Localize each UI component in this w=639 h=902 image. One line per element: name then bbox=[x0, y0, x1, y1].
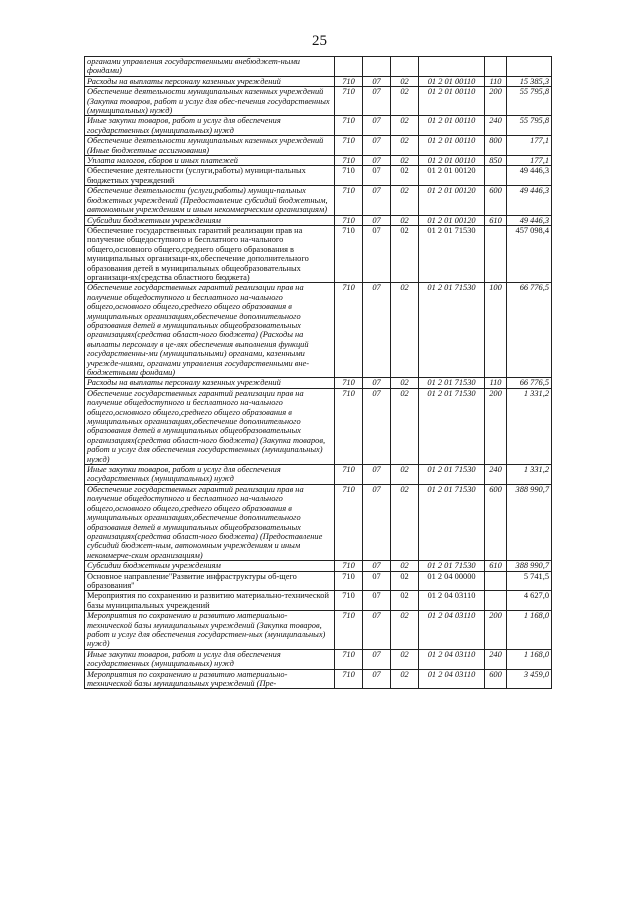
amount-cell: 1 331,2 bbox=[507, 388, 552, 464]
expense-type-cell: 610 bbox=[485, 215, 507, 225]
section-code-cell: 07 bbox=[363, 484, 391, 560]
amount-cell: 15 385,3 bbox=[507, 76, 552, 86]
section-code-cell: 07 bbox=[363, 611, 391, 650]
subsection-code-cell: 02 bbox=[391, 76, 419, 86]
expense-name-cell: Иные закупки товаров, работ и услуг для обеспечения государственных (муниципальных) нужд bbox=[85, 649, 335, 669]
grbs-code-cell: 710 bbox=[335, 388, 363, 464]
amount-cell bbox=[507, 57, 552, 77]
subsection-code-cell: 02 bbox=[391, 669, 419, 689]
grbs-code-cell bbox=[335, 57, 363, 77]
table-row bbox=[85, 465, 552, 485]
amount-cell: 177,1 bbox=[507, 136, 552, 156]
amount-cell: 5 741,5 bbox=[507, 571, 552, 591]
grbs-code-cell: 710 bbox=[335, 116, 363, 136]
target-article-cell: 01 2 01 71530 bbox=[419, 225, 485, 282]
table-row bbox=[85, 166, 552, 186]
subsection-code-cell: 02 bbox=[391, 186, 419, 215]
target-article-cell: 01 2 01 71530 bbox=[419, 283, 485, 378]
section-code-cell: 07 bbox=[363, 87, 391, 116]
grbs-code-cell: 710 bbox=[335, 87, 363, 116]
table-row bbox=[85, 649, 552, 669]
subsection-code-cell bbox=[391, 57, 419, 77]
target-article-cell: 01 2 01 00110 bbox=[419, 136, 485, 156]
grbs-code-cell: 710 bbox=[335, 76, 363, 86]
target-article-cell: 01 2 01 71530 bbox=[419, 561, 485, 571]
target-article-cell: 01 2 04 03110 bbox=[419, 611, 485, 650]
expense-name-cell: Расходы на выплаты персоналу казенных учреждений bbox=[85, 76, 335, 86]
subsection-code-cell: 02 bbox=[391, 215, 419, 225]
expense-type-cell: 610 bbox=[485, 561, 507, 571]
target-article-cell: 01 2 04 03110 bbox=[419, 649, 485, 669]
target-article-cell: 01 2 01 00110 bbox=[419, 76, 485, 86]
target-article-cell: 01 2 01 00110 bbox=[419, 156, 485, 166]
amount-cell: 55 795,8 bbox=[507, 116, 552, 136]
amount-cell: 388 990,7 bbox=[507, 484, 552, 560]
table-row bbox=[85, 669, 552, 689]
table-row bbox=[85, 561, 552, 571]
section-code-cell: 07 bbox=[363, 649, 391, 669]
section-code-cell: 07 bbox=[363, 116, 391, 136]
expense-type-cell: 100 bbox=[485, 283, 507, 378]
amount-cell: 1 168,0 bbox=[507, 649, 552, 669]
amount-cell: 66 776,5 bbox=[507, 283, 552, 378]
section-code-cell: 07 bbox=[363, 388, 391, 464]
subsection-code-cell: 02 bbox=[391, 465, 419, 485]
subsection-code-cell: 02 bbox=[391, 484, 419, 560]
target-article-cell: 01 2 01 00120 bbox=[419, 186, 485, 215]
subsection-code-cell: 02 bbox=[391, 561, 419, 571]
expense-name-cell: Обеспечение государственных гарантий реализации прав на получение общедоступного и бесплатного на-чального общего,основного общего,среднего общего образования в муниципальных организациях,обеспечение дополнительного образования детей в муниципальных общеобразовательных организациях(средства област-ного бюджета) (Закупка товаров, работ и услуг для обеспечения государственных (муниципальных) нужд) bbox=[85, 388, 335, 464]
expense-name-cell: Обеспечение деятельности (услуги,работы) муници-пальных бюджетных учреждений bbox=[85, 166, 335, 186]
expense-name-cell: Обеспечение деятельности муниципальных казенных учреждений (Иные бюджетные ассигнования) bbox=[85, 136, 335, 156]
table-row bbox=[85, 116, 552, 136]
expense-name-cell: Обеспечение государственных гарантий реализации прав на получение общедоступного и бесплатного на-чального общего,основного общего,среднего общего образования в муниципальных организациях,обеспечение дополнительного образования детей в муниципальных общеобразовательных организациях(средства област-ного бюджета) (Предоставление субсидий бюджет-ным, автономным учреждениям и иным некоммерче-ским организациям) bbox=[85, 484, 335, 560]
expense-name-cell: Субсидии бюджетным учреждениям bbox=[85, 561, 335, 571]
amount-cell: 1 168,0 bbox=[507, 611, 552, 650]
grbs-code-cell: 710 bbox=[335, 378, 363, 388]
subsection-code-cell: 02 bbox=[391, 591, 419, 611]
table-row bbox=[85, 76, 552, 86]
subsection-code-cell: 02 bbox=[391, 166, 419, 186]
grbs-code-cell: 710 bbox=[335, 591, 363, 611]
grbs-code-cell: 710 bbox=[335, 571, 363, 591]
expense-type-cell: 200 bbox=[485, 388, 507, 464]
grbs-code-cell: 710 bbox=[335, 283, 363, 378]
target-article-cell: 01 2 01 00110 bbox=[419, 87, 485, 116]
amount-cell: 66 776,5 bbox=[507, 378, 552, 388]
expense-name-cell: Иные закупки товаров, работ и услуг для обеспечения государственных (муниципальных) нужд bbox=[85, 116, 335, 136]
amount-cell: 49 446,3 bbox=[507, 215, 552, 225]
expense-type-cell: 240 bbox=[485, 116, 507, 136]
budget-table-body bbox=[85, 57, 552, 689]
section-code-cell: 07 bbox=[363, 76, 391, 86]
expense-type-cell: 800 bbox=[485, 136, 507, 156]
amount-cell: 457 098,4 bbox=[507, 225, 552, 282]
budget-table bbox=[84, 56, 552, 689]
grbs-code-cell: 710 bbox=[335, 561, 363, 571]
expense-name-cell: Мероприятия по сохранению и развитию материально-технической базы муниципальных учреждений (Закупка товаров, работ и услуг для обеспечения государствен-ных (муниципальных) нужд) bbox=[85, 611, 335, 650]
expense-type-cell: 600 bbox=[485, 484, 507, 560]
grbs-code-cell: 710 bbox=[335, 465, 363, 485]
subsection-code-cell: 02 bbox=[391, 136, 419, 156]
expense-type-cell: 240 bbox=[485, 465, 507, 485]
grbs-code-cell: 710 bbox=[335, 215, 363, 225]
expense-name-cell: Мероприятия по сохранению и развитию материально-технической базы муниципальных учреждений (Пре- bbox=[85, 669, 335, 689]
section-code-cell: 07 bbox=[363, 283, 391, 378]
section-code-cell: 07 bbox=[363, 136, 391, 156]
section-code-cell: 07 bbox=[363, 215, 391, 225]
amount-cell: 177,1 bbox=[507, 156, 552, 166]
expense-name-cell: Уплата налогов, сборов и иных платежей bbox=[85, 156, 335, 166]
expense-name-cell: Иные закупки товаров, работ и услуг для обеспечения государственных (муниципальных) нужд bbox=[85, 465, 335, 485]
amount-cell: 388 990,7 bbox=[507, 561, 552, 571]
expense-name-cell: Основное направление"Развитие инфраструктуры об-щего образования" bbox=[85, 571, 335, 591]
table-row bbox=[85, 591, 552, 611]
expense-type-cell bbox=[485, 57, 507, 77]
subsection-code-cell: 02 bbox=[391, 225, 419, 282]
target-article-cell: 01 2 04 00000 bbox=[419, 571, 485, 591]
grbs-code-cell: 710 bbox=[335, 484, 363, 560]
grbs-code-cell: 710 bbox=[335, 136, 363, 156]
section-code-cell: 07 bbox=[363, 186, 391, 215]
table-row bbox=[85, 571, 552, 591]
table-row bbox=[85, 388, 552, 464]
expense-name-cell: Мероприятия по сохранению и развитию материально-технической базы муниципальных учреждений bbox=[85, 591, 335, 611]
subsection-code-cell: 02 bbox=[391, 571, 419, 591]
section-code-cell: 07 bbox=[363, 465, 391, 485]
subsection-code-cell: 02 bbox=[391, 378, 419, 388]
subsection-code-cell: 02 bbox=[391, 649, 419, 669]
expense-type-cell: 850 bbox=[485, 156, 507, 166]
amount-cell: 4 627,0 bbox=[507, 591, 552, 611]
subsection-code-cell: 02 bbox=[391, 116, 419, 136]
expense-name-cell: Обеспечение деятельности (услуги,работы) муници-пальных бюджетных учреждений (Предоставление субсидий бюджетным, автономным учреждениям и иным некоммерческим организациям) bbox=[85, 186, 335, 215]
expense-type-cell bbox=[485, 225, 507, 282]
table-row bbox=[85, 186, 552, 215]
expense-name-cell: Обеспечение государственных гарантий реализации прав на получение общедоступного и бесплатного на-чального общего,основного общего,среднего общего образования в муниципальных организаци-ях,обеспечение дополнительного образования детей в муниципальных общеобразовательных организаци-ях(средства областного бюджета) bbox=[85, 225, 335, 282]
expense-type-cell: 110 bbox=[485, 378, 507, 388]
table-row bbox=[85, 136, 552, 156]
target-article-cell: 01 2 01 71530 bbox=[419, 484, 485, 560]
target-article-cell: 01 2 04 03110 bbox=[419, 669, 485, 689]
expense-type-cell: 200 bbox=[485, 611, 507, 650]
table-row bbox=[85, 57, 552, 77]
target-article-cell bbox=[419, 57, 485, 77]
table-row bbox=[85, 225, 552, 282]
expense-name-cell: Обеспечение государственных гарантий реализации прав на получение общедоступного и бесплатного на-чального общего,основного общего,среднего общего образования в муниципальных организациях,обеспечение дополнительного образования детей в муниципальных общеобразовательных организациях(средства област-ного бюджета) (Расходы на выплаты персоналу в це-лях обеспечения выполнения функций государственны-ми (муниципальными) органами, казенными учрежде-ниями, органами управления государственными вне-бюджетными фондами) bbox=[85, 283, 335, 378]
amount-cell: 1 331,2 bbox=[507, 465, 552, 485]
amount-cell: 55 795,8 bbox=[507, 87, 552, 116]
target-article-cell: 01 2 04 03110 bbox=[419, 591, 485, 611]
grbs-code-cell: 710 bbox=[335, 649, 363, 669]
amount-cell: 49 446,3 bbox=[507, 186, 552, 215]
grbs-code-cell: 710 bbox=[335, 611, 363, 650]
page-number: 25 bbox=[312, 33, 327, 49]
expense-name-cell: Субсидии бюджетным учреждениям bbox=[85, 215, 335, 225]
section-code-cell: 07 bbox=[363, 378, 391, 388]
expense-name-cell: Обеспечение деятельности муниципальных казенных учреждений (Закупка товаров, работ и услуг для обес-печения государственных (муниципальных) нужд) bbox=[85, 87, 335, 116]
expense-type-cell: 110 bbox=[485, 76, 507, 86]
table-row bbox=[85, 87, 552, 116]
grbs-code-cell: 710 bbox=[335, 156, 363, 166]
expense-type-cell bbox=[485, 571, 507, 591]
amount-cell: 49 446,3 bbox=[507, 166, 552, 186]
target-article-cell: 01 2 01 00120 bbox=[419, 215, 485, 225]
subsection-code-cell: 02 bbox=[391, 283, 419, 378]
section-code-cell: 07 bbox=[363, 561, 391, 571]
table-row bbox=[85, 611, 552, 650]
expense-type-cell bbox=[485, 166, 507, 186]
expense-type-cell: 240 bbox=[485, 649, 507, 669]
subsection-code-cell: 02 bbox=[391, 388, 419, 464]
grbs-code-cell: 710 bbox=[335, 166, 363, 186]
expense-name-cell: органами управления государственными внебюджет-ными фондами) bbox=[85, 57, 335, 77]
expense-type-cell bbox=[485, 591, 507, 611]
table-row bbox=[85, 156, 552, 166]
table-row bbox=[85, 283, 552, 378]
subsection-code-cell: 02 bbox=[391, 156, 419, 166]
section-code-cell: 07 bbox=[363, 669, 391, 689]
section-code-cell: 07 bbox=[363, 591, 391, 611]
grbs-code-cell: 710 bbox=[335, 186, 363, 215]
table-row bbox=[85, 484, 552, 560]
subsection-code-cell: 02 bbox=[391, 87, 419, 116]
target-article-cell: 01 2 01 71530 bbox=[419, 465, 485, 485]
amount-cell: 3 459,0 bbox=[507, 669, 552, 689]
target-article-cell: 01 2 01 71530 bbox=[419, 388, 485, 464]
target-article-cell: 01 2 01 00110 bbox=[419, 116, 485, 136]
expense-type-cell: 200 bbox=[485, 87, 507, 116]
section-code-cell: 07 bbox=[363, 166, 391, 186]
subsection-code-cell: 02 bbox=[391, 611, 419, 650]
grbs-code-cell: 710 bbox=[335, 669, 363, 689]
expense-type-cell: 600 bbox=[485, 669, 507, 689]
table-row bbox=[85, 378, 552, 388]
section-code-cell: 07 bbox=[363, 225, 391, 282]
table-row bbox=[85, 215, 552, 225]
target-article-cell: 01 2 01 71530 bbox=[419, 378, 485, 388]
section-code-cell: 07 bbox=[363, 156, 391, 166]
grbs-code-cell: 710 bbox=[335, 225, 363, 282]
section-code-cell: 07 bbox=[363, 571, 391, 591]
target-article-cell: 01 2 01 00120 bbox=[419, 166, 485, 186]
expense-name-cell: Расходы на выплаты персоналу казенных учреждений bbox=[85, 378, 335, 388]
expense-type-cell: 600 bbox=[485, 186, 507, 215]
section-code-cell bbox=[363, 57, 391, 77]
